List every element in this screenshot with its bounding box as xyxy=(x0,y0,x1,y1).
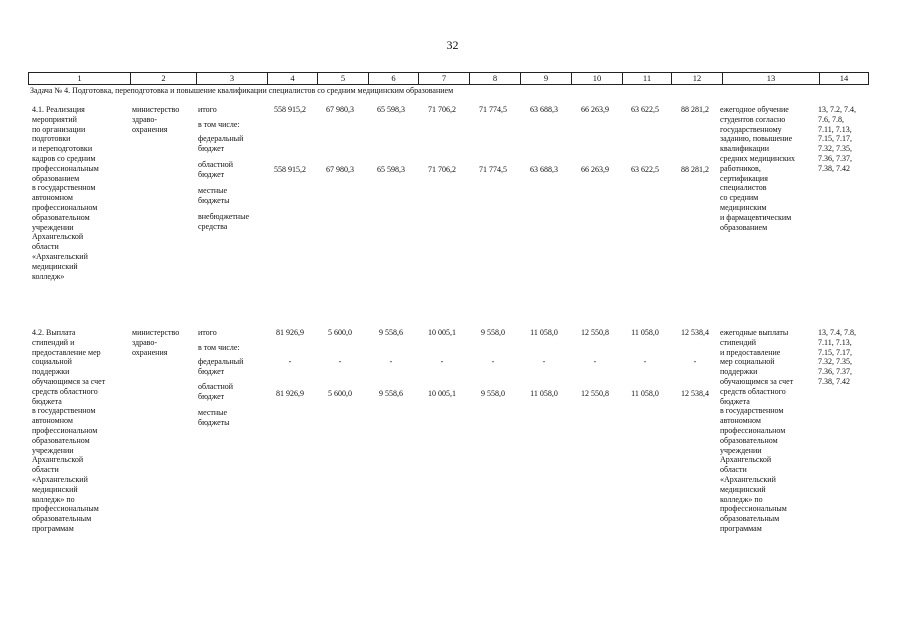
value-cell: 67 980,3 xyxy=(326,165,354,174)
value-cell: 5 600,0 xyxy=(328,389,352,398)
value-cell: - xyxy=(338,357,342,366)
value-cell: 65 598,3 xyxy=(377,105,405,114)
value-cell: 558 915,2 xyxy=(274,165,306,174)
value-cell: 12 538,4 xyxy=(681,389,709,398)
value-cell: 63 688,3 xyxy=(530,165,558,174)
page-number: 32 xyxy=(446,38,459,52)
value-cell: 63 688,3 xyxy=(530,105,558,114)
task-title: Задача № 4. Подготовка, переподготовка и повышение квалификации специалистов со средним медицинским образованием xyxy=(30,86,454,95)
value-cell: 66 263,9 xyxy=(581,165,609,174)
row1-source-local: местные бюджеты xyxy=(198,186,230,205)
column-header-9: 9 xyxy=(521,73,572,85)
value-cell: - xyxy=(288,357,292,366)
value-cell: 12 550,8 xyxy=(581,389,609,398)
row2-source-federal: федеральный бюджет xyxy=(198,357,244,376)
value-cell: 558 915,2 xyxy=(274,105,306,114)
value-cell: 11 058,0 xyxy=(530,328,558,337)
value-cell: - xyxy=(593,357,597,366)
value-cell: 71 774,5 xyxy=(479,165,507,174)
value-cell: - xyxy=(389,357,393,366)
row2-name: 4.2. Выплата стипендий и предоставление мер социальной поддержки обучающимся за счет средств областного бюджета в государственном автономном профессиональном образовательном учреждении Архангельской области «Архангельский медицинский колледж» по профессиональным образовательным программам xyxy=(32,328,106,533)
row2-source-incl: в том числе: xyxy=(198,343,240,352)
value-cell: 88 281,2 xyxy=(681,165,709,174)
value-cell: 71 774,5 xyxy=(479,105,507,114)
value-cell: 12 550,8 xyxy=(581,328,609,337)
value-cell: 12 538,4 xyxy=(681,328,709,337)
value-cell: 71 706,2 xyxy=(428,165,456,174)
column-header-13: 13 xyxy=(723,73,820,85)
column-header-5: 5 xyxy=(318,73,369,85)
value-cell: 65 598,3 xyxy=(377,165,405,174)
column-header-4: 4 xyxy=(268,73,318,85)
value-cell: - xyxy=(542,357,546,366)
value-cell: - xyxy=(643,357,647,366)
column-header-10: 10 xyxy=(572,73,623,85)
column-header-3: 3 xyxy=(197,73,268,85)
value-cell: 81 926,9 xyxy=(276,389,304,398)
column-header-12: 12 xyxy=(672,73,723,85)
row1-executor: министерство здраво- охранения xyxy=(132,105,180,134)
value-cell: - xyxy=(440,357,444,366)
column-header-6: 6 xyxy=(369,73,419,85)
row1-source-total: итого xyxy=(198,105,217,114)
value-cell: 11 058,0 xyxy=(631,328,659,337)
value-cell: 5 600,0 xyxy=(328,328,352,337)
row1-source-federal: федеральный бюджет xyxy=(198,134,244,153)
value-cell: - xyxy=(491,357,495,366)
value-cell: - xyxy=(693,357,697,366)
value-cell: 63 622,5 xyxy=(631,165,659,174)
value-cell: 10 005,1 xyxy=(428,389,456,398)
value-cell: 67 980,3 xyxy=(326,105,354,114)
row1-source-incl: в том числе: xyxy=(198,120,240,129)
row1-source-regional: областной бюджет xyxy=(198,160,234,179)
value-cell: 66 263,9 xyxy=(581,105,609,114)
value-cell: 9 558,0 xyxy=(481,328,505,337)
column-number-header xyxy=(28,72,869,85)
row2-source-regional: областной бюджет xyxy=(198,382,234,401)
row1-source-extrabudget: внебюджетные средства xyxy=(198,212,249,231)
value-cell: 9 558,0 xyxy=(481,389,505,398)
value-cell: 63 622,5 xyxy=(631,105,659,114)
row2-indicators: 13, 7.4, 7.8, 7.11, 7.13, 7.15, 7.17, 7.32, 7.35, 7.36, 7.37, 7.38, 7.42 xyxy=(818,328,856,386)
column-header-7: 7 xyxy=(419,73,470,85)
value-cell: 9 558,6 xyxy=(379,328,403,337)
row2-result: ежегодные выплаты стипендий и предоставление мер социальной поддержки обучающимся за счет средств областного бюджета в государственном автономном профессиональном образовательном учреждении Архангельской области «Архангельский медицинский колледж» по профессиональным образовательным программам xyxy=(720,328,794,533)
value-cell: 81 926,9 xyxy=(276,328,304,337)
row2-source-total: итого xyxy=(198,328,217,337)
row1-name: 4.1. Реализация мероприятий по организации подготовки и переподготовки кадров со средним профессиональным образованием в государственном автономном профессиональном образовательном учреждении Архангельской области «Архангельский медицинский колледж» xyxy=(32,105,99,281)
value-cell: 11 058,0 xyxy=(530,389,558,398)
column-header-2: 2 xyxy=(131,73,197,85)
row2-source-local: местные бюджеты xyxy=(198,408,230,427)
row1-indicators: 13, 7.2, 7.4, 7.6, 7.8, 7.11, 7.13, 7.15, 7.17, 7.32, 7.35, 7.36, 7.37, 7.38, 7.42 xyxy=(818,105,856,173)
value-cell: 10 005,1 xyxy=(428,328,456,337)
column-header-14: 14 xyxy=(820,73,869,85)
column-header-8: 8 xyxy=(470,73,521,85)
column-header-1: 1 xyxy=(29,73,131,85)
value-cell: 11 058,0 xyxy=(631,389,659,398)
row1-result: ежегодное обучение студентов согласно государственному заданию, повышение квалификации средних медицинских работников, сертификация специалистов со средним медицинским и фармацевтическим образованием xyxy=(720,105,796,232)
row2-executor: министерство здраво- охранения xyxy=(132,328,180,357)
value-cell: 71 706,2 xyxy=(428,105,456,114)
column-header-11: 11 xyxy=(623,73,672,85)
value-cell: 9 558,6 xyxy=(379,389,403,398)
value-cell: 88 281,2 xyxy=(681,105,709,114)
